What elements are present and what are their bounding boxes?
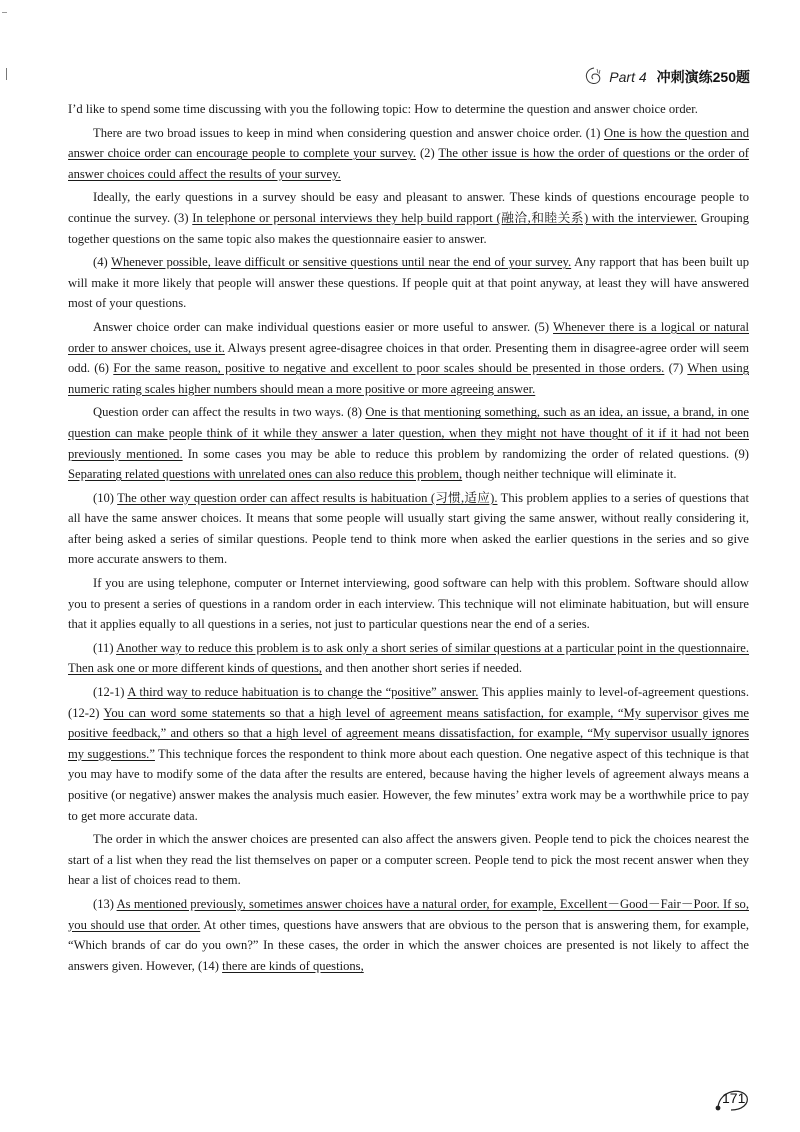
text-segment: In some cases you may be able to reduce this problem by randomizing the order of related questions. (9) [182,446,750,461]
header-part: Part 4 [609,69,647,85]
swirl-logo-icon [583,66,605,88]
underlined-text: The other issue is how the order of questions or the order of answer choices could affect the results of your survey. [68,146,749,181]
text-segment: Ideally, the early questions in a survey should be easy and pleasant to answer. These kinds of questions encourage people to continue the survey. (3) [68,190,749,225]
text-segment: I’d like to spend some time discussing with you the following topic: How to determine the question and answer choice order. [68,102,698,116]
paragraph [68,638,749,679]
text-segment: Question order can affect the results in two ways. (8) [93,405,366,420]
paragraph [68,187,749,249]
text-segment: This applies mainly to level-of-agreement questions. (12-2) [68,685,749,720]
underlined-text: One is how the question and answer choice order can encourage people to complete your survey. [68,125,749,161]
text-segment: At other times, questions have answers that are obvious to the person that is answering them, for example, “Which brands of car do you own?” In these cases, the order in which the answer choices are presented is not likely to affect the answers given. However, (14) [68,917,749,973]
page-header [583,64,750,90]
text-segment: Answer choice order can make individual questions easier or more useful to answer. (5) [93,319,554,334]
text-segment: The order in which the answer choices are presented can also affect the answers given. People tend to pick the choices nearest the start of a list when they read the list themselves on paper or a computer screen. People tend to pick the most recent answer when they hear a list of choices read to them. [68,832,749,888]
underlined-text: Separating related questions with unrelated ones can also reduce this problem, [68,467,463,482]
text-segment: (10) [93,490,118,505]
text-segment: (4) [93,255,112,270]
edge-dash [2,12,7,13]
underlined-text: The other way question order can affect results is habituation (习惯,适应). [117,490,498,505]
paragraph [68,402,749,484]
text-segment: (12-1) [93,685,128,700]
text-segment: Any rapport that has been built up will make it more likely that people will answer these questions. If people quit at that point anyway, at least they will have answered most of your questions. [68,255,750,311]
underlined-text: For the same reason, positive to negative and excellent to poor scales should be presented in those orders. [113,361,665,376]
underlined-text: Another way to reduce this problem is to ask only a short series of similar questions at a particular point in the questionnaire. Then ask one or more different kinds of questions, [68,640,750,676]
text-segment: and then another short series if needed. [322,661,523,676]
text-segment: There are two broad issues to keep in mind when considering question and answer choice order. (1) [93,125,604,140]
text-segment: Grouping together questions on the same topic also makes the questionnaire easier to answer. [68,210,750,246]
underlined-text: One is that mentioning something, such as an idea, an issue, a brand, in one question can make people think of it while they answer a later question, when they might not have thought of it if it had not been previously mentioned. [68,405,750,461]
paragraph [68,99,749,120]
text-segment: (11) [93,640,117,655]
page-number [714,1085,750,1113]
text-segment: If you are using telephone, computer or Internet interviewing, good software can help with this problem. Software should allow you to present a series of questions in a random order in each interview. This technique will not eliminate habituation, but will ensure that it applies equally to all questions in a series, not just to particular questions near the end of a series. [68,576,749,632]
paragraph [68,573,749,635]
edge-mark [6,68,7,80]
page-number-text: 171 [722,1090,746,1106]
paragraph [68,682,749,826]
paragraph [68,488,749,570]
underlined-text: You can word some statements so that a high level of agreement means satisfaction, for example, “My supervisor gives me positive feedback,” and others so that a high level of agreement means dissatisfaction, for example, “My supervisor usually ignores my suggestions.” [68,705,749,761]
article-body [68,99,749,979]
underlined-text: Whenever there is a logical or natural order to answer choices, use it. [68,319,750,355]
underlined-text: As mentioned previously, sometimes answer choices have a natural order, for example, Excellent－Good－Fair－Poor. If so, you should use that order. [68,896,749,932]
paragraph [68,123,749,185]
text-segment: (2) [416,146,439,161]
paragraph [68,894,749,976]
paragraph [68,252,749,314]
paragraph [68,829,749,891]
text-segment: This technique forces the respondent to think more about each question. One negative aspect of this technique is that you may have to modify some of the data after the results are entered, because having the higher levels of agreement always means a positive (or negative) answer makes the analysis much easier. However, the few minutes’ extra work may be a worthwhile price to pay to get more accurate data. [68,746,749,823]
underlined-text: Whenever possible, leave difficult or sensitive questions until near the end of your survey. [111,255,572,270]
text-segment: (13) [93,896,117,911]
text-segment: Always present agree-disagree choices in that order. Presenting them in disagree-agree order will seem odd. (6) [68,340,749,376]
text-segment: This problem applies to a series of questions that all have the same answer choices. It means that some people will usually start giving the same answer, without really considering it, after being asked a series of similar questions. People tend to think more when asked the earlier questions in the series and so give more accurate answers to them. [68,490,749,567]
underlined-text: In telephone or personal interviews they help build rapport (融洽,和睦关系) with the interviewer. [192,210,697,225]
underlined-text: A third way to reduce habituation is to change the “positive” answer. [127,685,479,700]
text-segment: (7) [664,361,688,376]
header-title: 冲刺演练250题 [656,69,750,85]
paragraph [68,317,749,399]
underlined-text: When using numeric rating scales higher numbers should mean a more positive or more agreeing answer. [68,361,749,396]
underlined-text: there are kinds of questions, [222,958,364,973]
text-segment: though neither technique will eliminate it. [462,467,677,482]
